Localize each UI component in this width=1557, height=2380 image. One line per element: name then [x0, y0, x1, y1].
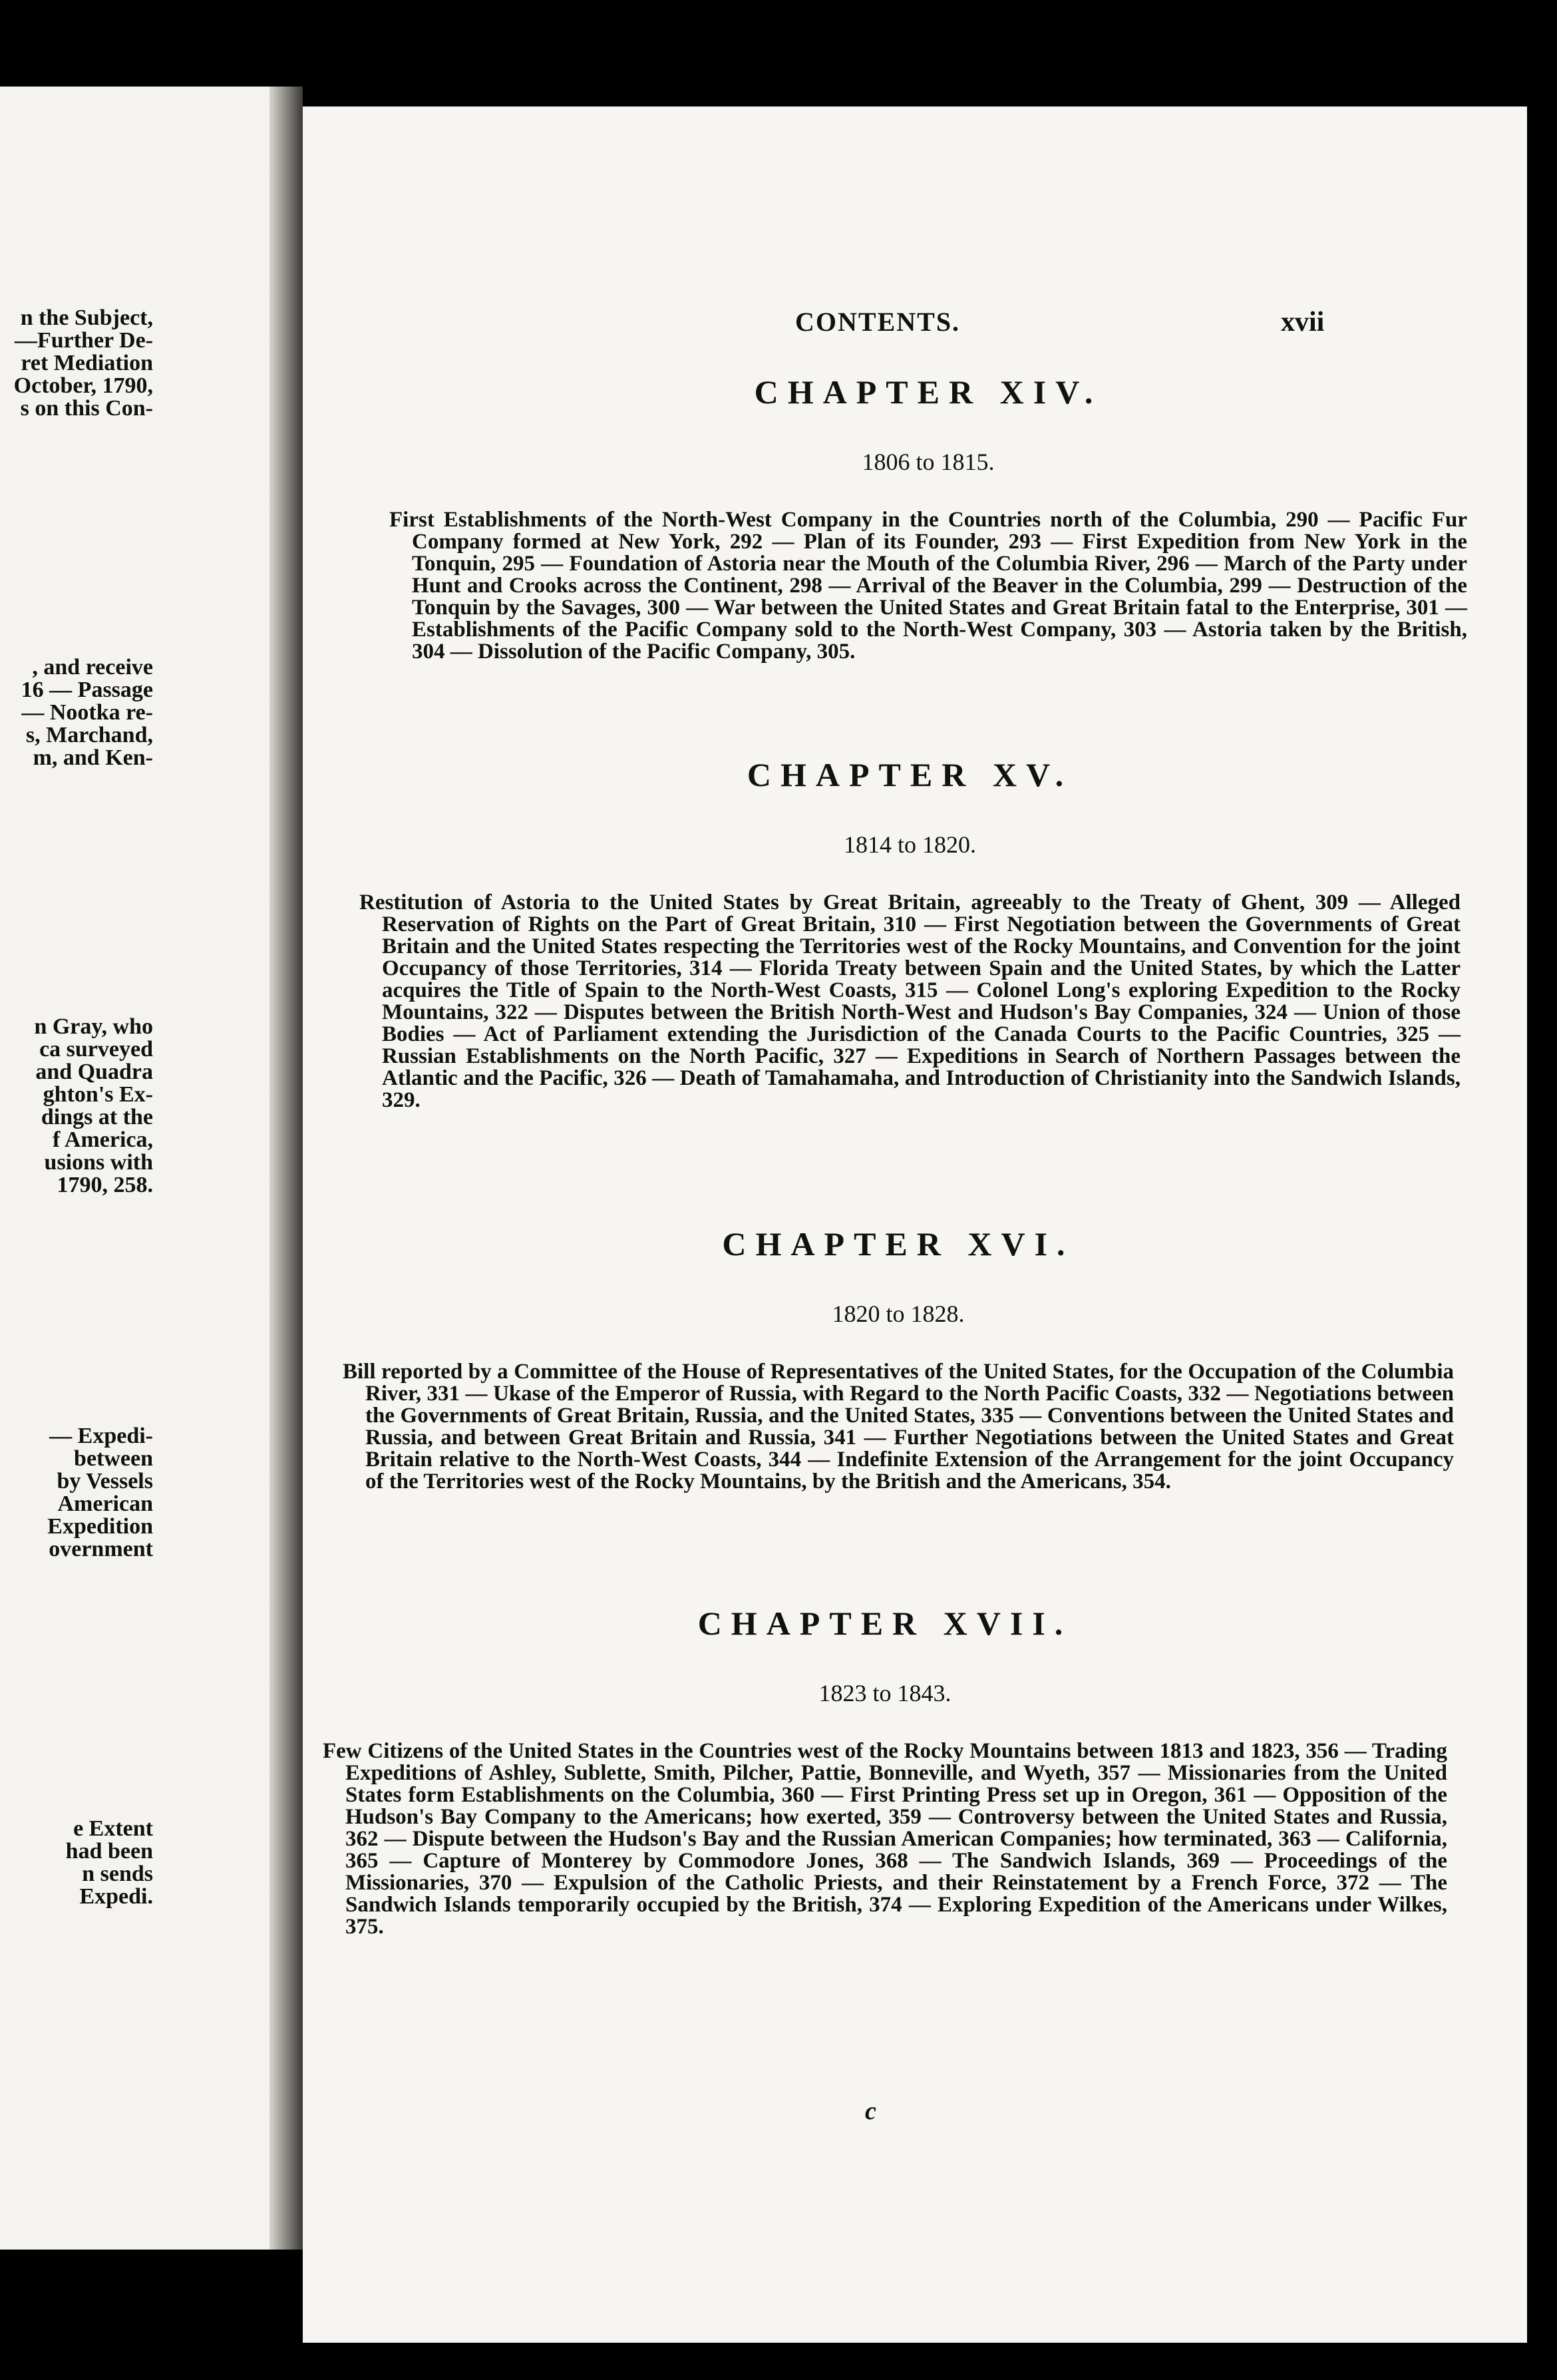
left-page-fragment: m, and Ken-	[33, 745, 153, 770]
left-page-fragment: dings at the	[41, 1105, 153, 1129]
chapter-years: 1823 to 1843.	[818, 1680, 952, 1706]
left-page-fragment: 16 — Passage	[21, 678, 153, 702]
left-page-fragment: f America,	[52, 1127, 153, 1152]
left-page-fragment: Expedi.	[79, 1884, 153, 1909]
left-page-fragment: ghton's Ex-	[43, 1082, 153, 1107]
left-page-fragment: 1790, 258.	[57, 1173, 153, 1197]
left-page-fragment: October, 1790,	[13, 373, 153, 398]
chapter-title: CHAPTER XIV.	[754, 373, 1103, 411]
signature-mark: c	[865, 2097, 876, 2125]
left-page-fragment: s, Marchand,	[25, 723, 153, 747]
left-page-fragment: ret Mediation	[21, 351, 153, 375]
chapter-summary: First Establishments of the North-West Company in the Countries north of the Columbia, 290 — Pacific Fur Company formed at New York, 292 — Plan of its Founder, 293 — First Expedition from New York in the Tonquin, 295 — Foundation of Astoria near the Mouth of the Columbia River, 296 — March of the Party under Hunt and Crooks across the Continent, 298 — Arrival of the Beaver in the Columbia, 299 — Destruction of the Tonquin by the Savages, 300 — War between the United States and Great Britain fatal to the Enterprise, 301 — Establishments of the Pacific Company sold to the North-West Company, 303 — Astoria taken by the British, 304 — Dissolution of the Pacific Company, 305.	[389, 508, 1467, 664]
left-page-fragment: by Vessels	[57, 1469, 153, 1493]
left-page-fragment: American	[57, 1491, 153, 1516]
left-page-fragment: ca surveyed	[39, 1037, 153, 1062]
chapter-summary: Bill reported by a Committee of the House of Representatives of the United States, for the Occupation of the Columbia River, 331 — Ukase of the Emperor of Russia, with Regard to the North Pacific Coasts, 332 — Negotiations between the Governments of Great Britain, Russia, and the United States, 335 — Conventions between the United States and Russia, and between Great Britain and Russia, 341 — Further Negotiations between the United States and Great Britain relative to the North-West Coasts, 344 — Indefinite Extension of the Arrangement for the joint Occupancy of the Territories west of the Rocky Mountains, by the British and the Americans, 354.	[343, 1360, 1454, 1493]
left-page-fragment: overnment	[49, 1537, 153, 1561]
left-page-fragment: , and receive	[32, 655, 153, 680]
chapter-title: CHAPTER XV.	[747, 756, 1073, 793]
left-page-fragment: and Quadra	[35, 1060, 153, 1084]
running-head: CONTENTS.	[795, 307, 961, 337]
left-page-fragment: —Further De-	[14, 328, 153, 353]
left-page-fragment: between	[74, 1446, 153, 1471]
page-header	[303, 306, 1527, 346]
chapter-years: 1814 to 1820.	[843, 831, 976, 858]
left-page-fragment: had been	[65, 1839, 153, 1864]
right-page	[303, 106, 1527, 2343]
chapter-summary: Restitution of Astoria to the United States by Great Britain, agreeably to the Treaty of Ghent, 309 — Alleged Reservation of Rights on the Part of Great Britain, 310 — First Negotiation between the Governments of Great Britain and the United States respecting the Territories west of the Rocky Mountains, and Convention for the joint Occupancy of those Territories, 314 — Florida Treaty between Spain and the United States, by which the Latter acquires the Title of Spain to the North-West Coasts, 315 — Colonel Long's exploring Expedition to the Rocky Mountains, 322 — Disputes between the British North-West and Hudson's Bay Companies, 324 — Union of those Bodies — Act of Parliament extending the Jurisdiction of the Canada Courts to the Pacific Countries, 325 — Russian Establishments on the North Pacific, 327 — Expeditions in Search of Northern Passages between the Atlantic and the Pacific, 326 — Death of Tamahamaha, and Introduction of Christianity into the Sandwich Islands, 329.	[359, 891, 1461, 1112]
left-page-fragment: Expedition	[47, 1514, 153, 1539]
left-page-fragment: usions with	[44, 1150, 153, 1175]
chapter-years: 1806 to 1815.	[862, 449, 995, 475]
left-page-fragment: — Nootka re-	[21, 700, 153, 725]
chapter-summary: Few Citizens of the United States in the Countries west of the Rocky Mountains between 1813 and 1823, 356 — Trading Expeditions of Ashley, Sublette, Smith, Pilcher, Pattie, Bonneville, and Wyeth, 357 — Missionaries from the United States form Establishments on the Columbia, 360 — First Printing Press set up in Oregon, 361 — Opposition of the Hudson's Bay Company to the Americans; how exerted, 359 — Controversy between the United States and Russia, 362 — Dispute between the Hudson's Bay and the Russian American Companies; how terminated, 363 — California, 365 — Capture of Monterey by Commodore Jones, 368 — The Sandwich Islands, 369 — Proceedings of the Missionaries, 370 — Expulsion of the Catholic Priests, and their Reinstatement by a French Force, 372 — The Sandwich Islands temporarily occupied by the British, 374 — Exploring Expedition of the Americans under Wilkes, 375.	[323, 1739, 1447, 1939]
chapter-block	[359, 755, 1461, 1111]
chapter-title: CHAPTER XVI.	[722, 1225, 1075, 1263]
chapter-block	[343, 1225, 1454, 1493]
left-page-fragment: e Extent	[73, 1816, 153, 1841]
page-number: xvii	[1281, 307, 1325, 337]
left-page-fragment: n sends	[82, 1862, 153, 1886]
chapter-title: CHAPTER XVII.	[697, 1605, 1073, 1642]
book-gutter	[269, 87, 303, 2250]
left-page-fragment: n Gray, who	[34, 1014, 153, 1039]
chapter-block	[389, 373, 1467, 663]
left-page-fragment: s on this Con-	[20, 396, 153, 421]
chapter-years: 1820 to 1828.	[832, 1300, 965, 1327]
chapter-block	[323, 1604, 1447, 1938]
left-page-fragment: n the Subject,	[20, 305, 153, 330]
left-page-fragment: — Expedi-	[49, 1424, 153, 1448]
